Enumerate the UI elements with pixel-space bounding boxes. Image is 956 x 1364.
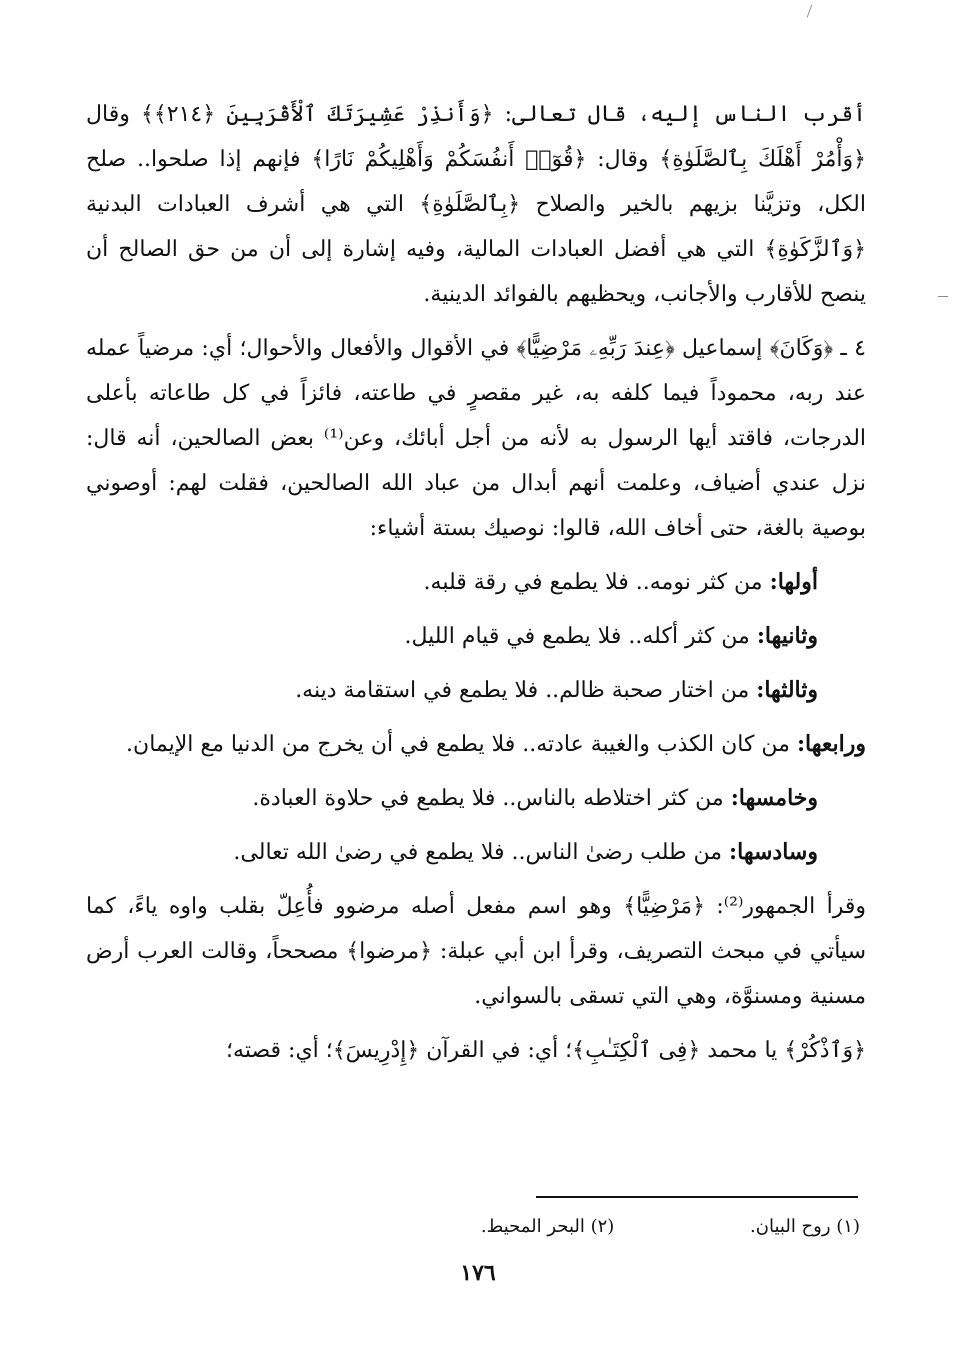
list-item-label: وخامسها: xyxy=(730,785,818,811)
list-item-4 xyxy=(86,722,866,767)
footnote-divider xyxy=(536,1196,858,1198)
list-item-text: من كثر أكله.. فلا يطمع في قيام الليل. xyxy=(404,624,757,649)
list-item-label: ورابعها: xyxy=(796,731,866,757)
list-item-1 xyxy=(86,560,866,605)
list-item-3 xyxy=(86,668,866,713)
paragraph-1: أقرب الناس إليه، قال تعالى: ﴿وَأَنذِرْ عَشِيرَتَكَ ٱلْأَقْرَبِينَ ﴿٢١٤﴾﴾ وقال ﴿وَأْمُرْ أَهْلَكَ بِٱلصَّلَوٰةِ﴾ وقال: ﴿قُوٓا۟ أَنفُسَكُمْ وَأَهْلِيكُمْ نَارًا﴾ فإنهم إذا صلحوا.. صلح الكل، وتزيَّنا بزيهم بالخير والصلاح ﴿بِٱلصَّلَوٰةِ﴾ التي هي أشرف العبادات البدنية ﴿وَٱلزَّكَوٰةِ﴾ التي هي أفضل العبادات المالية، وفيه إشارة إلى أن من حق الصالح أن ينصح للأقارب والأجانب، ويحظيهم بالفوائد الدينية. xyxy=(86,102,866,307)
edge-scan-mark xyxy=(938,296,948,297)
paragraph-3: وقرأ الجمهور⁽²⁾: ﴿مَرْضِيًّا﴾ وهو اسم مفعل أصله مرضوو فأُعِلّ بقلب واوه ياءً، كما سيأتي في مبحث التصريف، وقرأ ابن أبي عبلة: ﴿مرضوا﴾ مصححاً، وقالت العرب أرض مسنية ومسنوَّة، وهي التي تسقى بالسواني. xyxy=(86,894,866,1009)
paragraph-2: ٤ ـ ﴿وَكَانَ﴾ إسماعيل ﴿عِندَ رَبِّهِۦ مَرْضِيًّا﴾ في الأقوال والأفعال والأحوال؛ أي: مرضياً عمله عند ربه، محموداً فيما كلفه به، غير مقصرٍ في طاعته، فائزاً في كل طاعاته بأعلى الدرجات، فاقتد أيها الرسول به لأنه من أجل أبائك، وعن⁽¹⁾ بعض الصالحين، أنه قال: نزل عندي أضياف، وعلمت أنهم أبدال من عباد الله الصالحين، فقلت لهم: أوصوني بوصية بالغة، حتى أخاف الله، قالوا: نوصيك بستة أشياء: xyxy=(86,336,867,541)
list-item-text: من كثر نومه.. فلا يطمع في رقة قلبه. xyxy=(423,570,770,595)
footnotes xyxy=(200,1212,860,1242)
list-item-5 xyxy=(86,776,866,821)
list-item-text: من طلب رضىٰ الناس.. فلا يطمع في رضىٰ الله تعالى. xyxy=(233,840,730,865)
footnote-2: (٢) البحر المحيط. xyxy=(480,1216,615,1237)
list-item-text: من كثر اختلاطه بالناس.. فلا يطمع في حلاوة العبادة. xyxy=(252,786,731,811)
list-item-label: وسادسها: xyxy=(729,839,818,865)
list-item-text: من اختار صحبة ظالم.. فلا يطمع في استقامة دينه. xyxy=(295,678,757,703)
list-item-label: أولها: xyxy=(769,569,818,595)
list-item-text: من كان الكذب والغيبة عادته.. فلا يطمع في أن يخرج من الدنيا مع الإيمان. xyxy=(126,732,797,757)
list-item-2 xyxy=(86,614,866,659)
list-item-label: وثالثها: xyxy=(756,677,818,703)
paragraph-4: ﴿وَٱذْكُرْ﴾ يا محمد ﴿فِى ٱلْكِتَـٰبِ﴾؛ أي: في القرآن ﴿إِدْرِيسَ﴾؛ أي: قصته؛ xyxy=(226,1038,866,1063)
footnote-1: (١) روح البيان. xyxy=(750,1216,860,1237)
list-item-6 xyxy=(86,830,866,875)
list-item-label: وثانيها: xyxy=(756,623,818,649)
page-number: ١٧٦ xyxy=(460,1260,496,1286)
stray-scan-mark xyxy=(807,4,813,17)
page-body xyxy=(86,92,866,1082)
